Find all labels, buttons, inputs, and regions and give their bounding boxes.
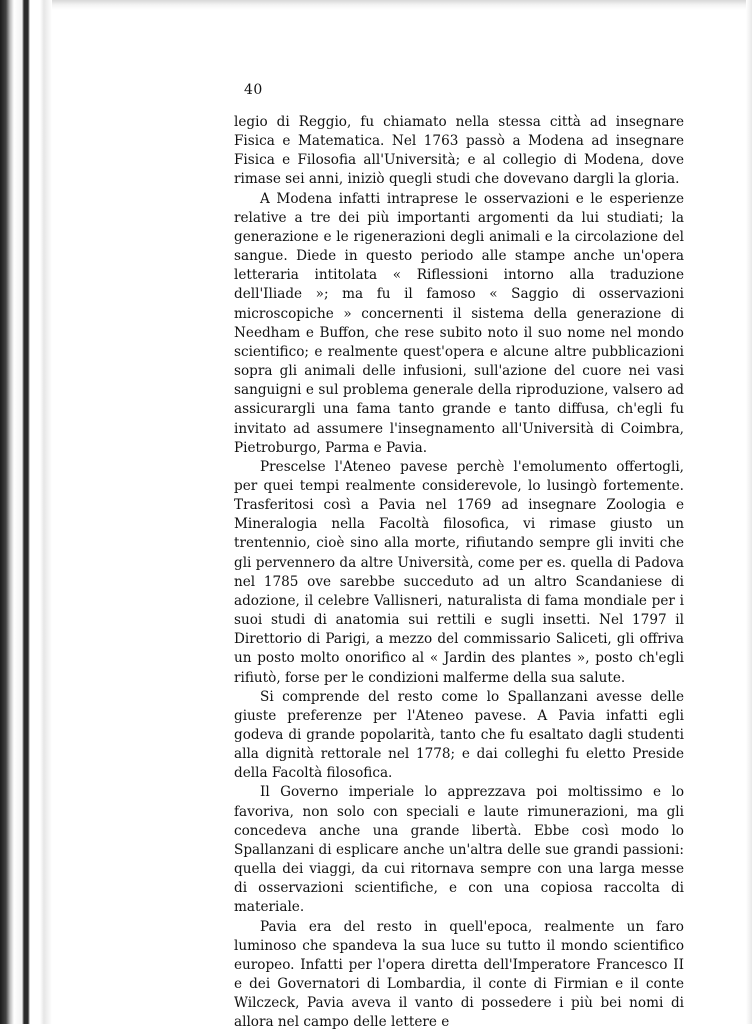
book-binding-edge bbox=[0, 0, 52, 1024]
paragraph-6: Pavia era del resto in quell'epoca, realmente un faro luminoso che spandeva la sua luce su tutto il mondo scientifico europeo. Infatti per l'opera diretta dell'Imperatore Francesco II e dei Governatori di Lombardia, il conte di Firmian e il conte Wilczeck, Pavia aveva il vanto di possedere i più bei nomi di allora nel campo delle lettere e bbox=[234, 918, 684, 1031]
scan-shadow-top bbox=[0, 0, 752, 10]
paragraph-5: Il Governo imperiale lo apprezzava poi moltissimo e lo favoriva, non solo con speciali e laute rimunerazioni, ma gli concedeva anche una grande libertà. Ebbe così modo lo Spallanzani di esplicare anche un'altra delle sue grandi passioni: quella dei viaggi, da cui ritornava sempre con una larga messe di osservazioni scientifiche, e con una copiosa raccolta di materiale. bbox=[234, 784, 684, 916]
paragraph-3: Prescelse l'Ateneo pavese perchè l'emolumento offertogli, per quei tempi realmente considerevole, lo lusingò fortemente. Trasferitosi così a Pavia nel 1769 ad insegnare Zoologia e Mineralogia nella Facoltà filosofica, vi rimase giusto un trentennio, cioè sino alla morte, rifiutando sempre gli inviti che gli pervennero da altre Università, come per es. quella di Padova nel 1785 ove sarebbe succeduto ad un altro Scandaniese di adozione, il celebre Vallisneri, naturalista di fama mondiale per i suoi studi di anatomia sui rettili e sugli insetti. Nel 1797 il Direttorio di Parigi, a mezzo del commissario Saliceti, gli offriva un posto molto onorifico al « Jardin des plantes », posto ch'egli rifiutò, forse per le condizioni malferme della sua salute. bbox=[234, 458, 684, 686]
body-text bbox=[234, 113, 684, 1033]
paragraph-1: legio di Reggio, fu chiamato nella stessa città ad insegnare Fisica e Matematica. Nel 1763 passò a Modena ad insegnare Fisica e Filosofia all'Università; e al collegio di Modena, dove rimase sei anni, iniziò quegli studi che dovevano dargli la gloria. bbox=[234, 114, 684, 188]
page-number: 40 bbox=[244, 82, 263, 98]
scan-shadow-right bbox=[746, 0, 752, 1024]
paragraph-2: A Modena infatti intraprese le osservazioni e le esperienze relative a tre dei più importanti argomenti da lui studiati; la generazione e le rigenerazioni degli animali e la circolazione del sangue. Diede in questo periodo alle stampe anche un'opera letteraria intitolata « Riflessioni intorno alla traduzione dell'Iliade »; ma fu il famoso « Saggio di osservazioni microscopiche » concernenti il sistema della generazione di Needham e Buffon, che rese subito noto il suo nome nel mondo scientifico; e realmente quest'opera e alcune altre pubblicazioni sopra gli animali delle infusioni, sull'azione del cuore nei vasi sanguigni e sul problema generale della riproduzione, valsero ad assicurargli una fama tanto grande e tanto diffusa, ch'egli fu invitato ad assumere l'insegnamento all'Università di Coimbra, Pietroburgo, Parma e Pavia. bbox=[234, 190, 684, 456]
paragraph-4: Si comprende del resto come lo Spallanzani avesse delle giuste preferenze per l'Ateneo pavese. A Pavia infatti egli godeva di grande popolarità, tanto che fu esaltato dagli studenti alla dignità rettorale nel 1778; e dai colleghi fu eletto Preside della Facoltà filosofica. bbox=[234, 688, 684, 782]
